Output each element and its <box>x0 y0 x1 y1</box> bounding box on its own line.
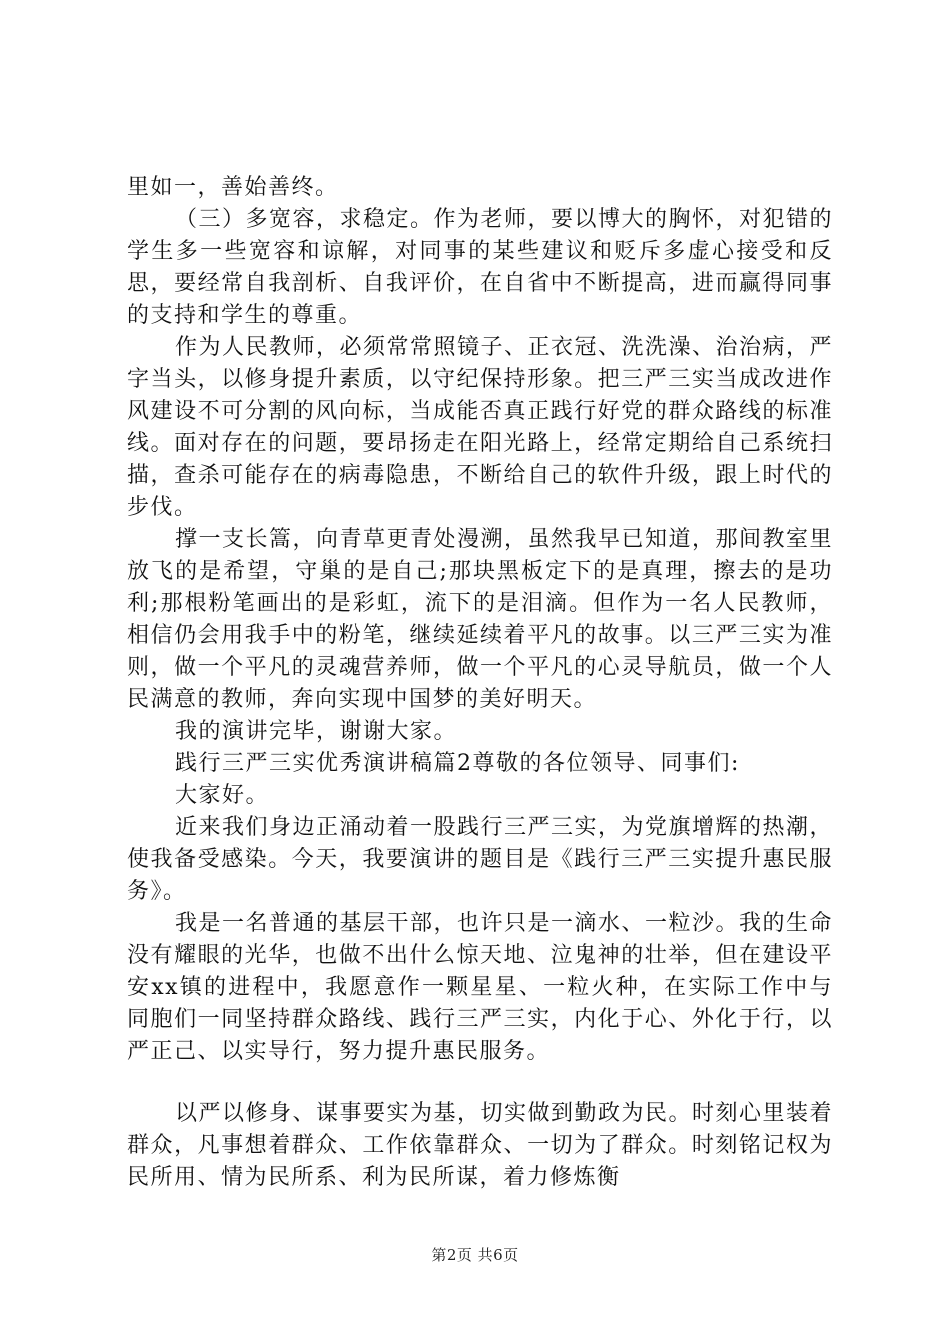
page-number-footer: 第2页 共6页 <box>431 1246 519 1264</box>
paragraph-10: 以严以修身、谋事要实为基，切实做到勤政为民。时刻心里装着群众，凡事想着群众、工作依靠群众、一切为了群众。时刻铭记权为民所用、情为民所系、利为民所谋，着力修炼衡 <box>127 1101 834 1190</box>
paragraph-3: 作为人民教师，必须常常照镜子、正衣冠、洗洗澡、治治病，严字当头，以修身提升素质，以守纪保持形象。把三严三实当成改进作风建设不可分割的风向标，当成能否真正践行好党的群众路线的标准线。面对存在的问题，要昂扬走在阳光路上，经常定期给自己系统扫描，查杀可能存在的病毒隐患，不断给自己的软件升级，跟上时代的步伐。 <box>127 335 834 520</box>
paragraph-6: 践行三严三实优秀演讲稿篇2尊敬的各位领导、同事们: <box>175 751 740 776</box>
paragraph-2: （三）多宽容，求稳定。作为老师，要以博大的胸怀，对犯错的学生多一些宽容和谅解，对同事的某些建议和贬斥多虚心接受和反思，要经常自我剖析、自我评价，在自省中不断提高，进而赢得同事的支持和学生的尊重。 <box>127 207 834 328</box>
paragraph-8: 近来我们身边正涌动着一股践行三严三实，为党旗增辉的热潮，使我备受感染。今天，我要演讲的题目是《践行三严三实提升惠民服务》。 <box>127 815 834 904</box>
paragraph-7: 大家好。 <box>175 783 270 808</box>
document-body <box>127 172 833 1194</box>
paragraph-1: 里如一，善始善终。 <box>127 175 339 200</box>
paragraph-4: 撑一支长篙，向青草更青处漫溯，虽然我早已知道，那间教室里放飞的是希望，守巢的是自己;那块黑板定下的是真理，擦去的是功利;那根粉笔画出的是彩虹，流下的是泪滴。但作为一名人民教师，相信仍会用我手中的粉笔，继续延续着平凡的故事。以三严三实为准则，做一个平凡的灵魂营养师，做一个平凡的心灵导航员，做一个人民满意的教师，奔向实现中国梦的美好明天。 <box>127 527 834 712</box>
paragraph-5: 我的演讲完毕，谢谢大家。 <box>175 719 458 744</box>
paragraph-9: 我是一名普通的基层干部，也许只是一滴水、一粒沙。我的生命没有耀眼的光华，也做不出什么惊天地、泣鬼神的壮举，但在建设平安xx镇的进程中，我愿意作一颗星星、一粒火种，在实际工作中与同胞们一同坚持群众路线、践行三严三实，内化于心、外化于行，以严正己、以实导行，努力提升惠民服务。 <box>127 911 834 1064</box>
